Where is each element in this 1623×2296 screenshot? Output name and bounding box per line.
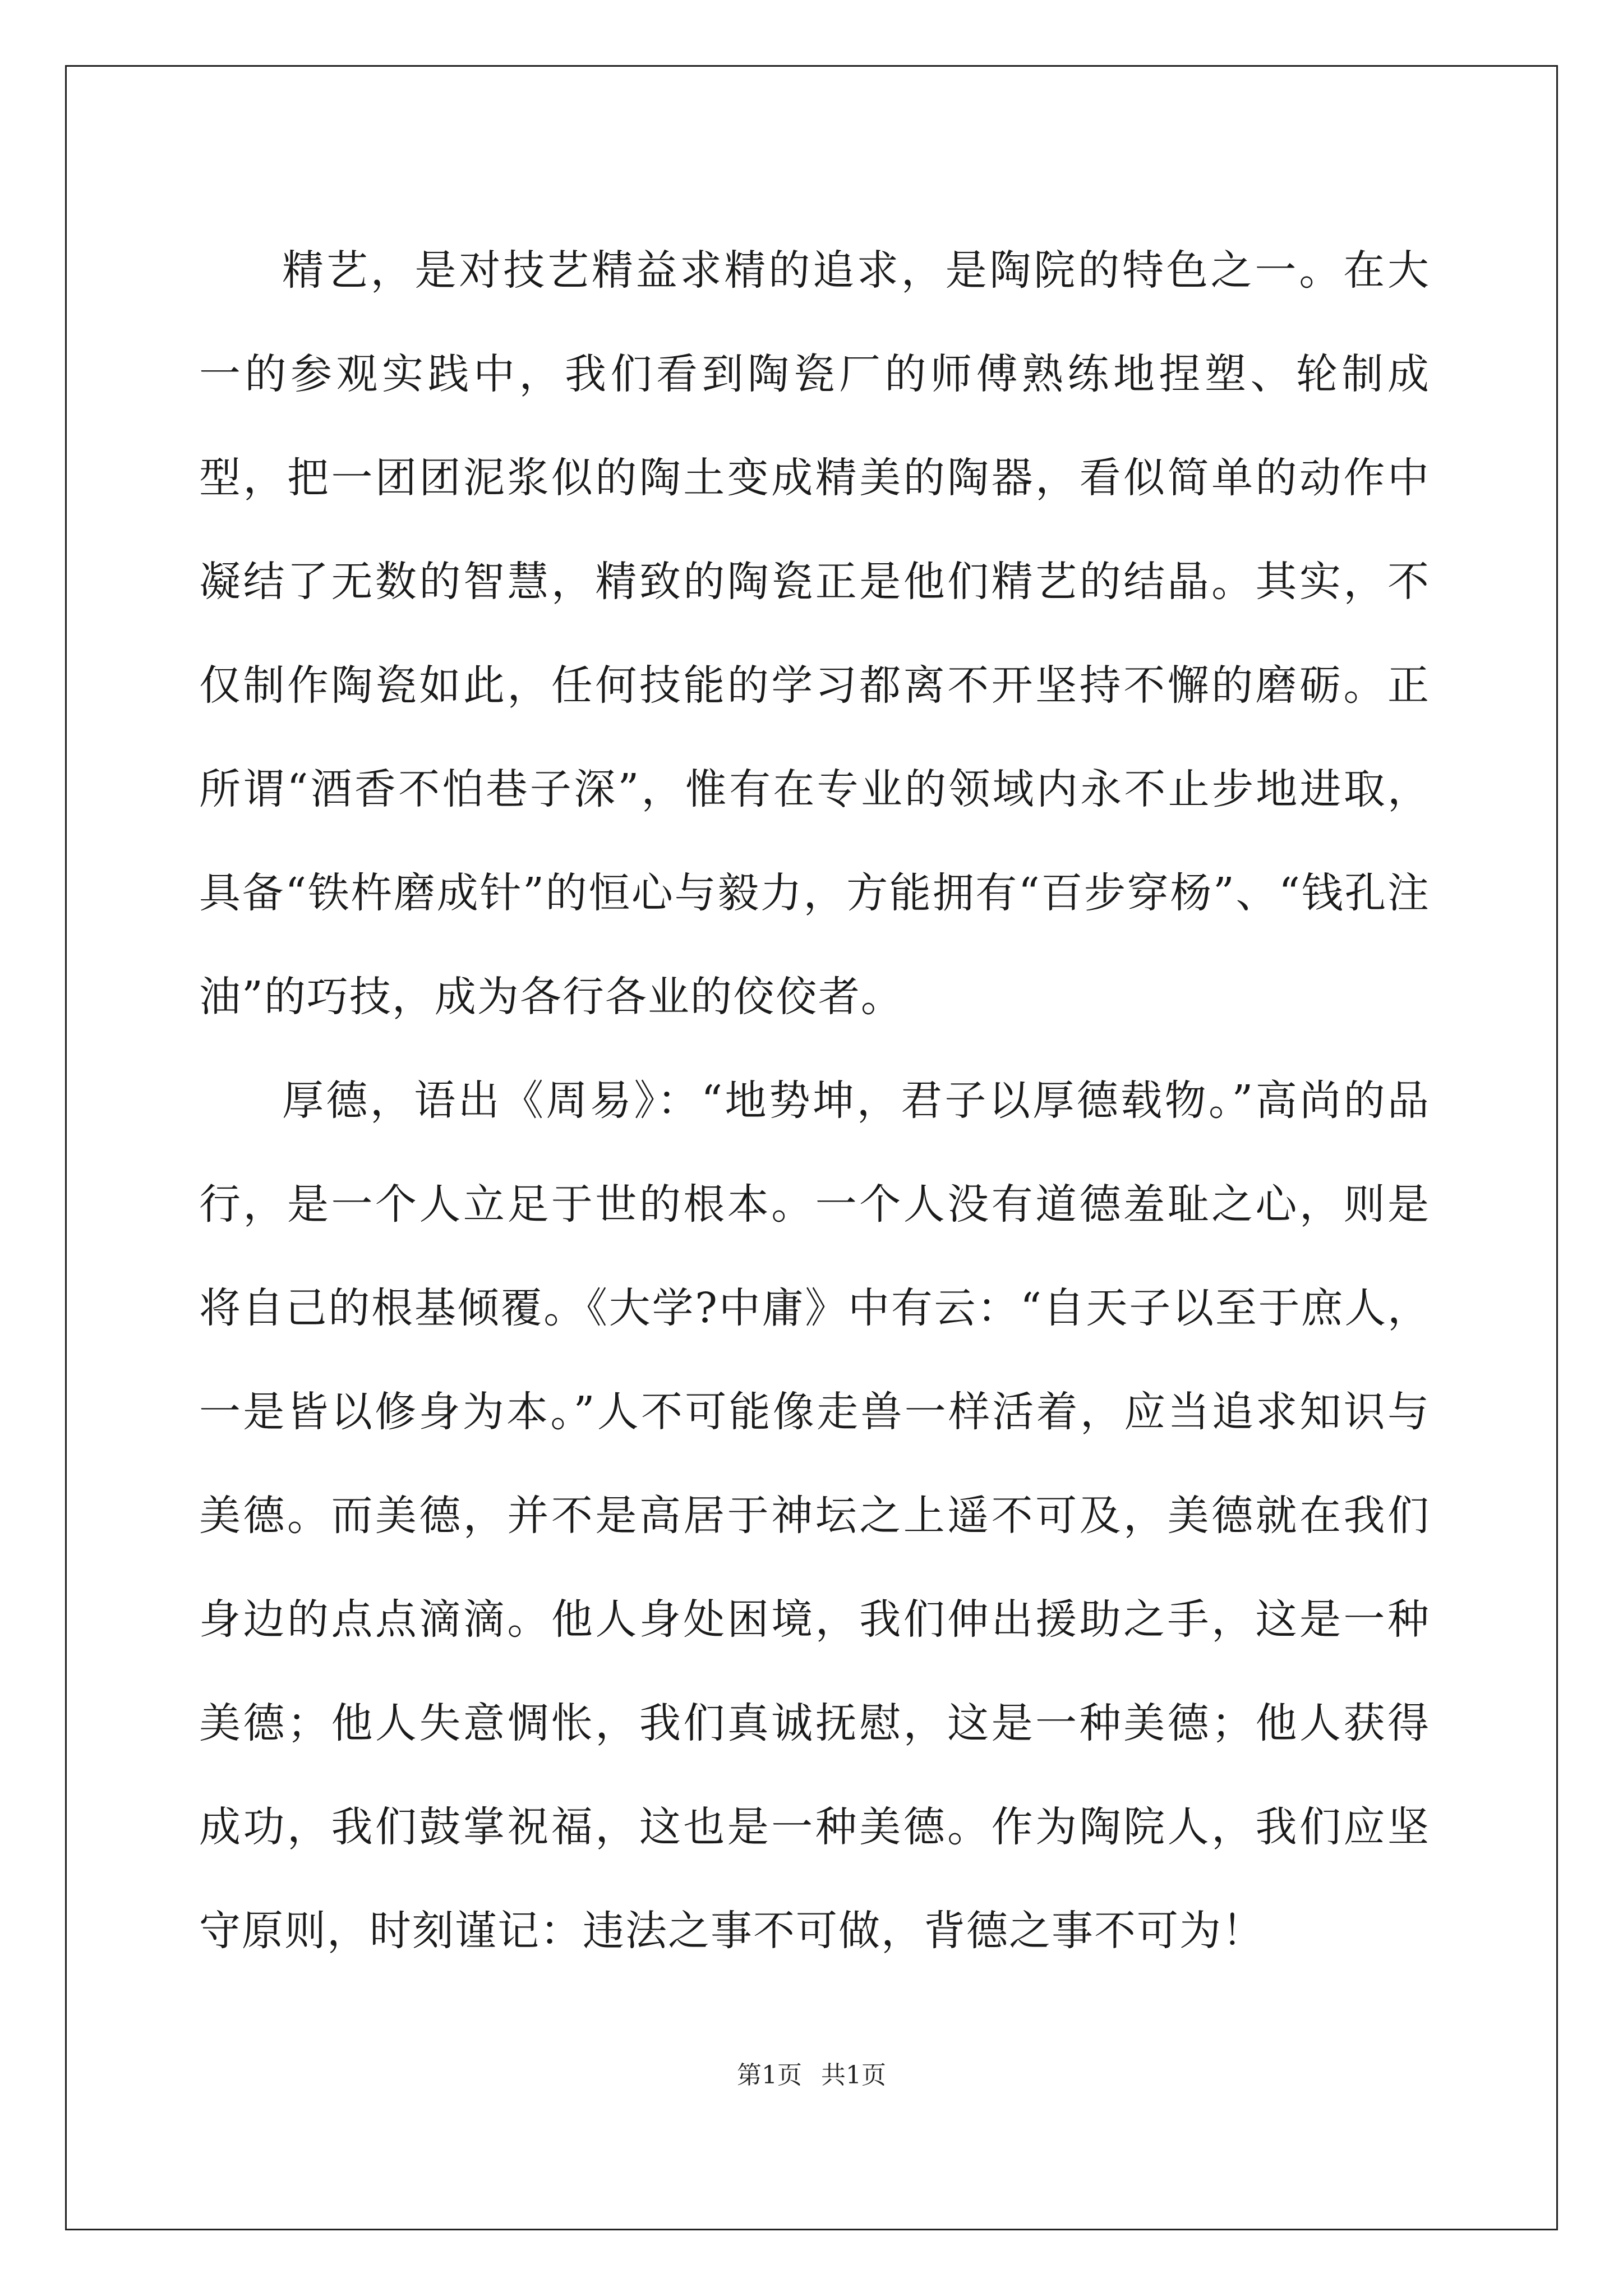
paragraph-jingyi: 精艺，是对技艺精益求精的追求，是陶院的特色之一。在大一的参观实践中，我们看到陶瓷厂的师傅熟练地捏塑、轮制成型，把一团团泥浆似的陶土变成精美的陶器，看似简单的动作中凝结了无数的智慧，精致的陶瓷正是他们精艺的结晶。其实，不仅制作陶瓷如此，任何技能的学习都离不开坚持不懈的磨砺。正所谓“酒香不怕巷子深”，惟有在专业的领域内永不止步地进取，具备“铁杵磨成针”的恒心与毅力，方能拥有“百步穿杨”、“钱孔注油”的巧技，成为各行各业的佼佼者。: [199, 246, 1430, 1021]
document-body: [199, 219, 1430, 1983]
page-number: 第1页: [737, 2061, 802, 2090]
page-footer: [0, 2059, 1623, 2092]
page-total: 共1页: [821, 2061, 886, 2090]
paragraph-houde: 厚德，语出《周易》：“地势坤，君子以厚德载物。”高尚的品行，是一个人立足于世的根本。一个人没有道德羞耻之心，则是将自己的根基倾覆。《大学?中庸》中有云：“自天子以至于庶人，一是皆以修身为本。”人不可能像走兽一样活着，应当追求知识与美德。而美德，并不是高居于神坛之上遥不可及，美德就在我们身边的点点滴滴。他人身处困境，我们伸出援助之手，这是一种美德；他人失意惆怅，我们真诚抚慰，这是一种美德；他人获得成功，我们鼓掌祝福，这也是一种美德。作为陶院人，我们应坚守原则，时刻谨记：违法之事不可做，背德之事不可为！: [199, 1076, 1430, 1955]
